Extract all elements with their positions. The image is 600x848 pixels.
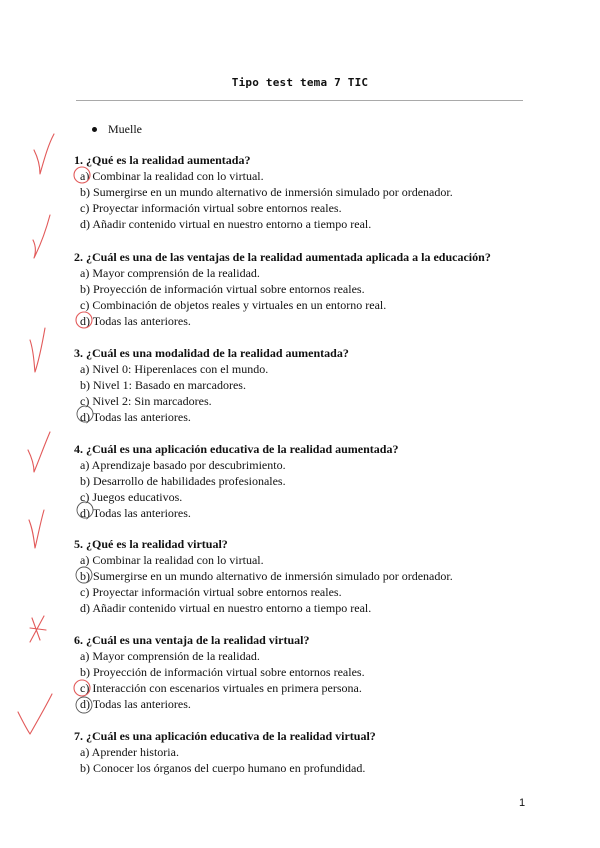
question-text: 1. ¿Qué es la realidad aumentada? — [74, 153, 251, 167]
question-block-4 — [74, 441, 398, 521]
option-b: b) Proyección de información virtual sobre entornos reales. — [80, 282, 365, 296]
checkmark-icon — [28, 432, 50, 472]
option-c: c) Proyectar información virtual sobre entornos reales. — [80, 585, 342, 599]
cross-icon — [30, 616, 46, 642]
option-a: a) Aprendizaje basado por descubrimiento. — [80, 458, 286, 472]
option-d: d) Añadir contenido virtual en nuestro entorno a tiempo real. — [80, 601, 372, 615]
question-block-5 — [74, 536, 453, 616]
option-b: b) Nivel 1: Basado en marcadores. — [80, 378, 246, 392]
option-a: a) Mayor comprensión de la realidad. — [80, 266, 260, 280]
option-d: d) Todas las anteriores. — [80, 697, 191, 711]
question-text: 6. ¿Cuál es una ventaja de la realidad virtual? — [74, 633, 310, 647]
option-b: b) Sumergirse en un mundo alternativo de inmersión simulado por ordenador. — [80, 185, 453, 199]
document-title: Tipo test tema 7 TIC — [231, 76, 369, 89]
question-text: 5. ¿Qué es la realidad virtual? — [74, 537, 228, 551]
question-text: 4. ¿Cuál es una aplicación educativa de la realidad aumentada? — [74, 442, 399, 456]
question-text: 2. ¿Cuál es una de las ventajas de la realidad aumentada aplicada a la educación? — [74, 250, 491, 264]
bullet-dot-icon — [92, 127, 97, 132]
option-b: b) Conocer los órganos del cuerpo humano en profundidad. — [80, 761, 366, 775]
option-a: a) Nivel 0: Hiperenlaces con el mundo. — [80, 362, 269, 376]
checkmark-icon — [29, 510, 44, 548]
bullet-item — [92, 122, 142, 137]
checkmark-icon — [18, 694, 52, 734]
question-text: 7. ¿Cuál es una aplicación educativa de la realidad virtual? — [74, 729, 376, 743]
option-c: c) Combinación de objetos reales y virtuales en un entorno real. — [80, 298, 387, 312]
checkmark-icon — [33, 215, 50, 258]
option-d: d) Añadir contenido virtual en nuestro entorno a tiempo real. — [80, 217, 372, 231]
question-block-3 — [74, 345, 349, 425]
option-d: d) Todas las anteriores. — [80, 506, 191, 520]
page-number: 1 — [519, 797, 526, 809]
option-d: d) Todas las anteriores. — [80, 410, 191, 424]
question-block-1 — [74, 152, 453, 232]
question-block-7 — [74, 728, 376, 776]
option-d: d) Todas las anteriores. — [80, 314, 191, 328]
option-a: a) Aprender historia. — [80, 745, 179, 759]
option-b: b) Sumergirse en un mundo alternativo de inmersión simulado por ordenador. — [80, 569, 453, 583]
option-c: c) Proyectar información virtual sobre entornos reales. — [80, 201, 342, 215]
checkmark-icon — [34, 134, 54, 174]
option-c: c) Nivel 2: Sin marcadores. — [80, 394, 212, 408]
option-a: a) Combinar la realidad con lo virtual. — [80, 553, 264, 567]
question-block-2 — [74, 249, 491, 329]
option-c: c) Juegos educativos. — [80, 490, 183, 504]
question-text: 3. ¿Cuál es una modalidad de la realidad aumentada? — [74, 346, 349, 360]
bullet-item-text: Muelle — [108, 122, 142, 136]
option-a: a) Mayor comprensión de la realidad. — [80, 649, 260, 663]
checkmark-icon — [30, 328, 45, 372]
option-b: b) Desarrollo de habilidades profesionales. — [80, 474, 286, 488]
question-block-6 — [74, 632, 365, 712]
title-divider — [76, 100, 523, 101]
option-b: b) Proyección de información virtual sobre entornos reales. — [80, 665, 365, 679]
option-a: a) Combinar la realidad con lo virtual. — [80, 169, 264, 183]
option-c: c) Interacción con escenarios virtuales en primera persona. — [80, 681, 362, 695]
